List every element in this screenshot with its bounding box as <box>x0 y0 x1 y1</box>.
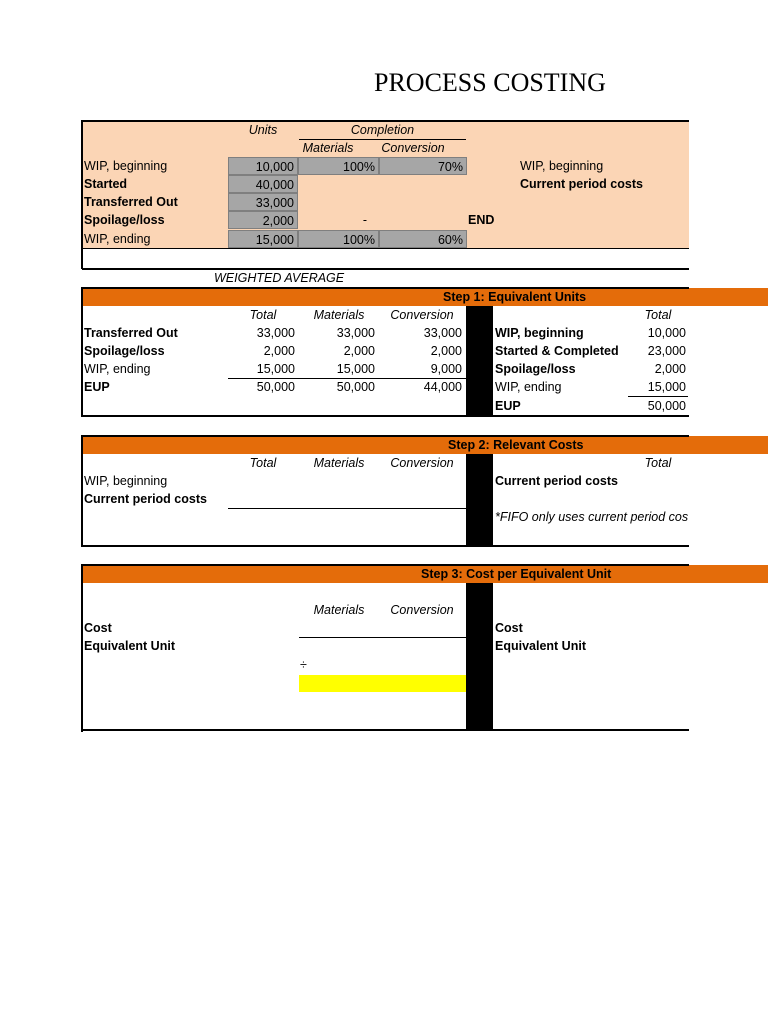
materials-pct-cell[interactable]: 100% <box>298 157 379 175</box>
conversion-pct-cell[interactable]: 70% <box>379 157 467 175</box>
step1-divider <box>466 306 493 417</box>
step1-right-total: 2,000 <box>654 362 686 376</box>
input-row-label: Transferred Out <box>84 195 178 209</box>
page-title: PROCESS COSTING <box>374 68 606 97</box>
step1-right-label: Started & Completed <box>495 344 619 358</box>
step1-header-total: Total <box>249 308 277 322</box>
step1-row-label: Transferred Out <box>84 326 178 340</box>
input-row-label: Spoilage/loss <box>84 213 165 227</box>
input-row-label: Started <box>84 177 128 191</box>
step1-right-label: EUP <box>495 399 521 413</box>
step1-right-total: 23,000 <box>647 344 686 358</box>
step1-conversion: 33,000 <box>423 326 462 340</box>
step1-title: Step 1: Equivalent Units <box>443 290 587 304</box>
step2-header-total: Total <box>249 456 277 470</box>
step1-right-label: WIP, ending <box>495 380 562 394</box>
conversion-header: Conversion <box>381 141 445 155</box>
input-right-label: Current period costs <box>520 177 643 191</box>
step2-header-conversion: Conversion <box>390 456 454 470</box>
input-row-label: WIP, ending <box>84 232 151 246</box>
step1-materials: 33,000 <box>336 326 375 340</box>
step3-title: Step 3: Cost per Equivalent Unit <box>421 567 612 581</box>
step3-header-conversion: Conversion <box>390 603 454 617</box>
step2-header-materials: Materials <box>313 456 365 470</box>
units-input-cell[interactable]: 33,000 <box>228 193 298 211</box>
units-input-cell[interactable]: 10,000 <box>228 157 298 175</box>
materials-pct-cell[interactable]: 100% <box>298 230 379 248</box>
step1-row-label: WIP, ending <box>84 362 151 376</box>
result-highlight-cell[interactable] <box>299 675 466 692</box>
step2-title: Step 2: Relevant Costs <box>448 438 584 452</box>
step1-conversion: 2,000 <box>430 344 462 358</box>
units-input-cell[interactable]: 15,000 <box>228 230 298 248</box>
step1-header-bar <box>82 288 768 306</box>
method-label: WEIGHTED AVERAGE <box>214 271 345 285</box>
step2-fifo-note: *FIFO only uses current period cos <box>495 510 689 524</box>
step1-right-header-total: Total <box>644 308 672 322</box>
materials-header: Materials <box>302 141 354 155</box>
step1-right-label: Spoilage/loss <box>495 362 576 376</box>
units-input-cell[interactable]: 40,000 <box>228 175 298 193</box>
step1-header-materials: Materials <box>313 308 365 322</box>
step2-divider <box>466 454 493 547</box>
step2-row-label: Current period costs <box>84 492 207 506</box>
step1-total: 2,000 <box>263 344 295 358</box>
step1-row-label: Spoilage/loss <box>84 344 165 358</box>
divide-symbol: ÷ <box>300 658 307 672</box>
step1-total: 50,000 <box>256 380 295 394</box>
step1-total: 15,000 <box>256 362 295 376</box>
step2-header-bar <box>82 436 768 454</box>
step1-row-label: EUP <box>84 380 110 394</box>
step3-row-label: Equivalent Unit <box>84 639 175 653</box>
step3-right-label: Cost <box>495 621 523 635</box>
step2-right-label: Current period costs <box>495 474 618 488</box>
spoilage-materials-dash: - <box>362 213 368 227</box>
step1-total: 33,000 <box>256 326 295 340</box>
input-row-label: WIP, beginning <box>84 159 168 173</box>
step2-row-label: WIP, beginning <box>84 474 168 488</box>
step1-conversion: 44,000 <box>423 380 462 394</box>
completion-header: Completion <box>350 123 415 137</box>
step1-materials: 15,000 <box>336 362 375 376</box>
step3-row-label: Cost <box>84 621 112 635</box>
units-header: Units <box>248 123 278 137</box>
step1-right-label: WIP, beginning <box>495 326 584 340</box>
step1-right-total: 50,000 <box>647 399 686 413</box>
step2-right-header-total: Total <box>644 456 672 470</box>
step1-right-total: 15,000 <box>647 380 686 394</box>
step1-materials: 2,000 <box>343 344 375 358</box>
step1-right-total: 10,000 <box>647 326 686 340</box>
step1-materials: 50,000 <box>336 380 375 394</box>
step1-conversion: 9,000 <box>430 362 462 376</box>
step1-header-conversion: Conversion <box>390 308 454 322</box>
input-right-label: WIP, beginning <box>520 159 604 173</box>
units-input-cell[interactable]: 2,000 <box>228 211 298 229</box>
step3-right-label: Equivalent Unit <box>495 639 586 653</box>
conversion-pct-cell[interactable]: 60% <box>379 230 467 248</box>
step3-header-materials: Materials <box>313 603 365 617</box>
spoilage-end-note: END <box>468 213 495 227</box>
step3-divider <box>466 583 493 731</box>
